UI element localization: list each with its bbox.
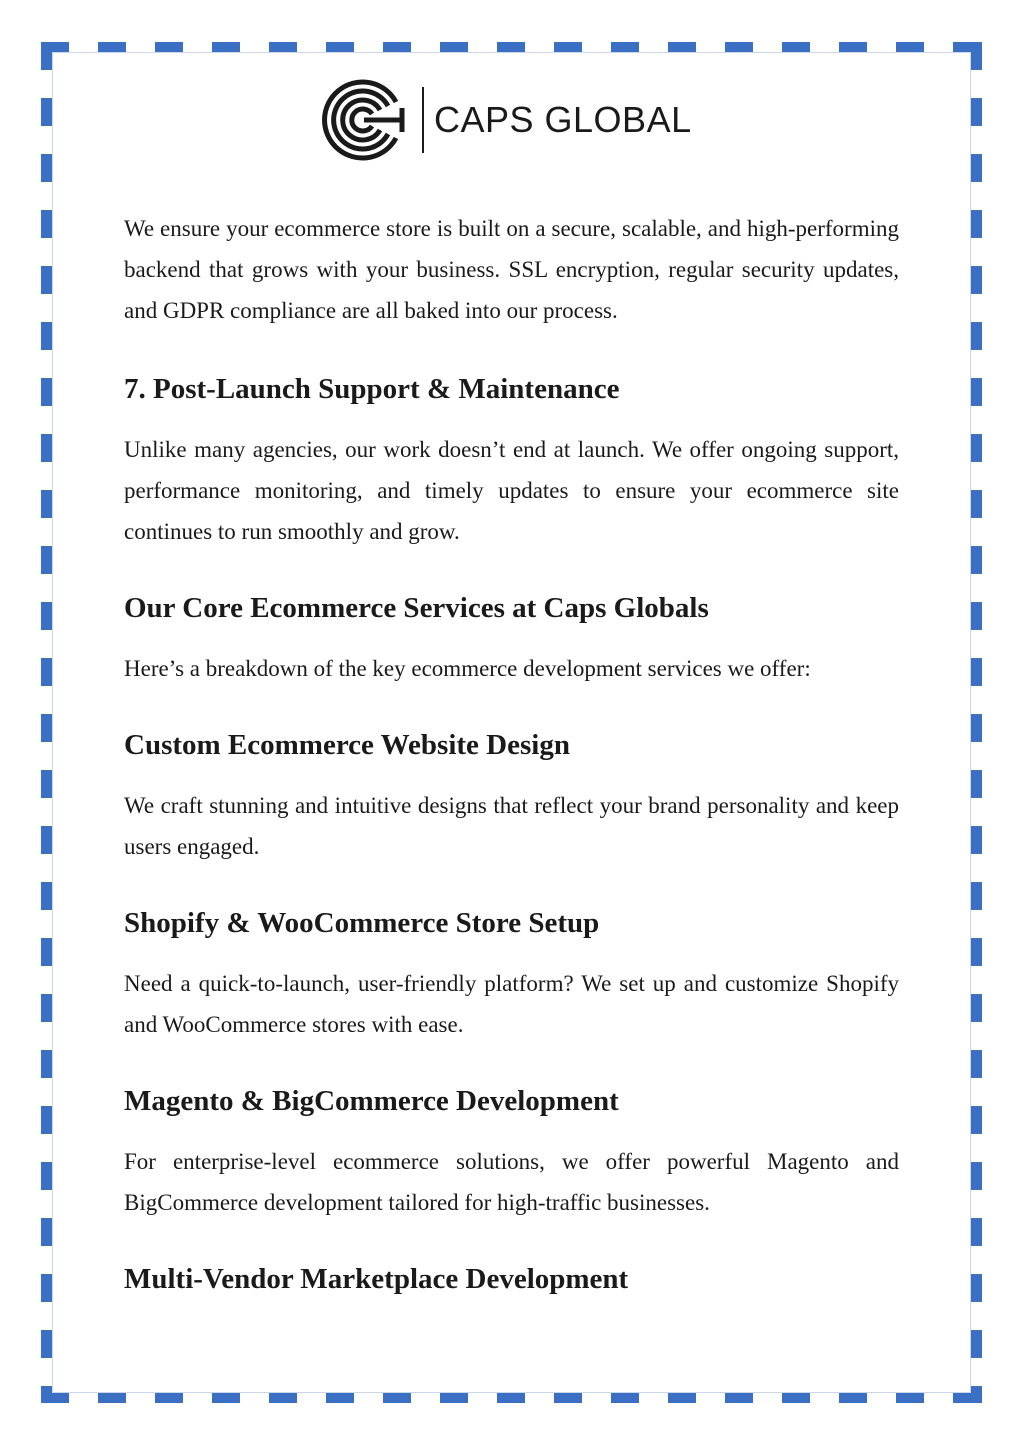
paragraph: We craft stunning and intuitive designs that reflect your brand personality and keep users engaged. (124, 793, 899, 859)
paragraph: We ensure your ecommerce store is built on a secure, scalable, and high-performing backend that grows with your business. SSL encryption, regular security updates, and GDPR compliance are all baked into our process. (124, 216, 899, 323)
border-left (41, 42, 52, 1403)
section-heading: Magento & BigCommerce Development (124, 1085, 619, 1117)
section-heading: Multi-Vendor Marketplace Development (124, 1263, 629, 1295)
brand-name: CAPS GLOBAL (434, 99, 692, 140)
section-heading: Custom Ecommerce Website Design (124, 729, 570, 761)
border-inner-line (52, 52, 971, 53)
section-heading: 7. Post-Launch Support & Maintenance (124, 373, 620, 405)
logo-divider (422, 87, 424, 153)
border-inner-line (970, 52, 971, 1392)
paragraph: Need a quick-to-launch, user-friendly platform? We set up and customize Shopify and WooCommerce stores with ease. (124, 971, 899, 1037)
border-inner-line (52, 52, 53, 1392)
brand-logo (322, 78, 692, 162)
section-heading: Shopify & WooCommerce Store Setup (124, 907, 600, 939)
paragraph: Unlike many agencies, our work doesn’t end at launch. We offer ongoing support, performance monitoring, and timely updates to ensure your ecommerce site continues to run smoothly and grow. (124, 437, 899, 544)
concentric-c-logo-icon (322, 78, 406, 162)
border-right (971, 42, 982, 1403)
section-heading: Our Core Ecommerce Services at Caps Globals (124, 592, 709, 624)
border-bottom (41, 1392, 982, 1403)
paragraph: Here’s a breakdown of the key ecommerce development services we offer: (124, 656, 811, 681)
document-body (124, 208, 899, 1297)
paragraph: For enterprise-level ecommerce solutions, we offer powerful Magento and BigCommerce development tailored for high-traffic businesses. (124, 1149, 899, 1215)
border-inner-line (52, 1392, 971, 1393)
